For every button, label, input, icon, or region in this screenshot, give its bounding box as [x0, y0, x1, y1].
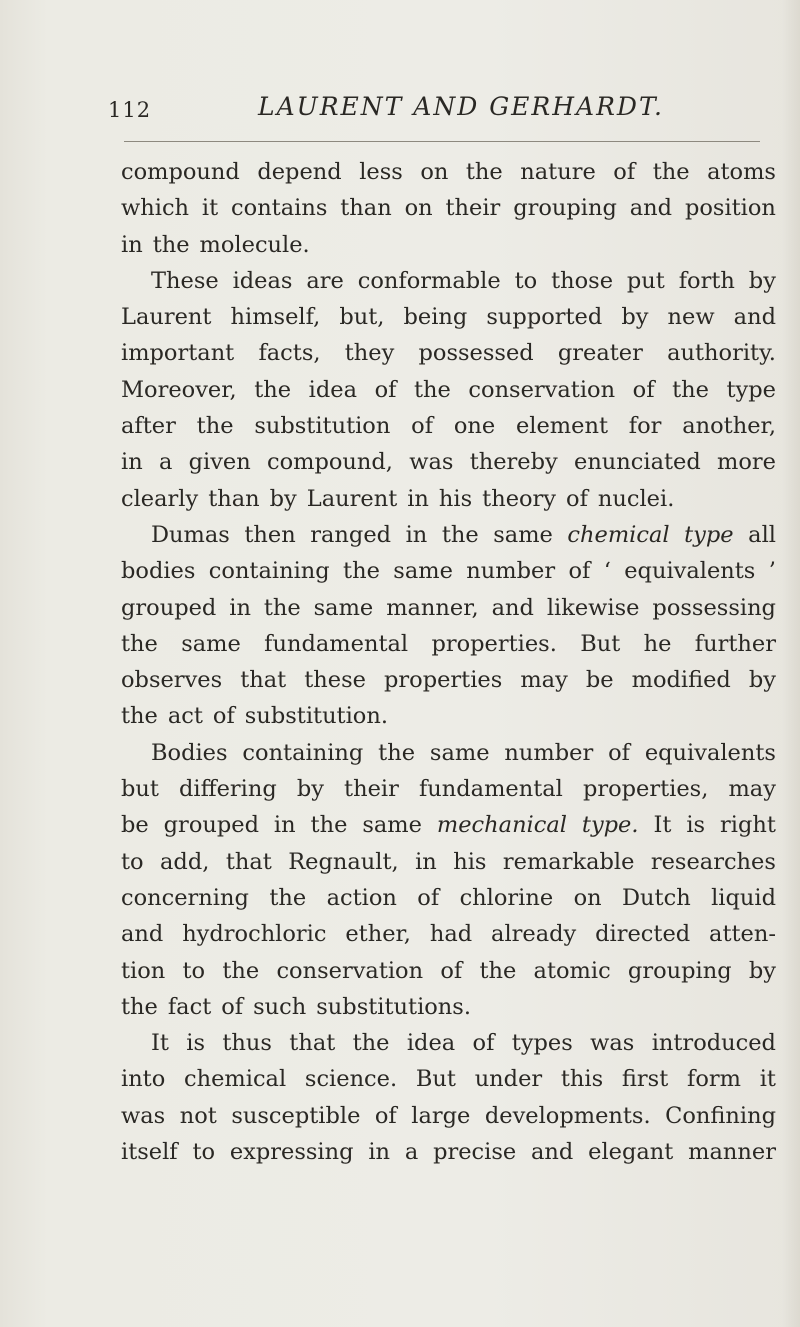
- text-line: [121, 1061, 776, 1097]
- text-line: [121, 1098, 776, 1134]
- word: in: [368, 1139, 391, 1166]
- word: types: [511, 1030, 573, 1057]
- word: are: [306, 267, 344, 294]
- word: same: [429, 739, 490, 766]
- word: further: [694, 630, 776, 657]
- word: differing: [179, 776, 277, 803]
- word: depend: [257, 159, 342, 185]
- word: It: [151, 1030, 169, 1057]
- word: under: [474, 1066, 543, 1093]
- word: their: [445, 195, 501, 222]
- word: his: [438, 485, 473, 512]
- word: another,: [682, 413, 776, 440]
- word: elegant: [588, 1139, 674, 1166]
- text-line: [121, 481, 776, 517]
- word: itself: [121, 1139, 178, 1166]
- word: type: [684, 521, 734, 548]
- word: put: [626, 267, 665, 294]
- word: chlorine: [459, 884, 554, 911]
- word: in: [405, 521, 428, 548]
- word: It: [653, 812, 672, 839]
- word: chemical: [567, 521, 670, 548]
- word: form: [687, 1066, 741, 1093]
- word: liquid: [711, 884, 776, 911]
- word: and: [629, 195, 673, 222]
- word: than: [340, 195, 392, 222]
- word: researches: [650, 848, 776, 875]
- word: conservation: [468, 376, 616, 403]
- word: for: [628, 413, 662, 440]
- word: and: [491, 594, 534, 621]
- word: of: [212, 703, 235, 730]
- word: the: [352, 1030, 390, 1057]
- word: and: [121, 921, 164, 948]
- word: nature: [520, 159, 596, 185]
- word: by: [748, 957, 776, 984]
- word: molecule.: [199, 231, 310, 258]
- word: conservation: [276, 957, 424, 984]
- word: more: [717, 449, 776, 476]
- word: the: [152, 231, 190, 258]
- word: mechanical: [436, 812, 567, 839]
- word: less: [359, 159, 403, 185]
- word: which: [121, 195, 190, 222]
- word: the: [222, 957, 260, 984]
- word: the: [269, 884, 307, 911]
- word: properties.: [431, 630, 557, 657]
- word: of: [417, 884, 440, 911]
- text-line: [121, 444, 776, 480]
- word: on: [420, 159, 449, 185]
- word: manner,: [386, 594, 479, 621]
- word: Moreover,: [121, 376, 237, 403]
- word: add,: [160, 848, 210, 875]
- word: position: [684, 195, 776, 222]
- word: enunciated: [574, 449, 701, 476]
- word: but,: [339, 304, 385, 331]
- word: his: [453, 848, 487, 875]
- word: susceptible: [231, 1102, 361, 1129]
- body-text: [121, 154, 776, 1170]
- text-line: [121, 553, 776, 589]
- word: may: [728, 776, 776, 803]
- word: Regnault,: [288, 848, 399, 875]
- word: tion: [121, 957, 166, 984]
- word: by: [748, 667, 776, 694]
- text-line: [121, 263, 776, 299]
- word: these: [304, 667, 366, 694]
- word: that: [289, 1030, 336, 1057]
- word: it: [759, 1066, 776, 1093]
- word: But: [415, 1066, 456, 1093]
- word: action: [326, 884, 397, 911]
- word: ’: [768, 558, 776, 585]
- word: that: [240, 667, 287, 694]
- word: grouped: [121, 594, 217, 621]
- word: of: [472, 1030, 495, 1057]
- word: is: [686, 812, 706, 839]
- word: being: [403, 304, 468, 331]
- word: the: [378, 739, 416, 766]
- word: not: [179, 1102, 217, 1129]
- text-line: [121, 771, 776, 807]
- word: ideas: [232, 267, 293, 294]
- word: clearly: [121, 485, 199, 512]
- word: element: [515, 413, 608, 440]
- word: science.: [304, 1066, 398, 1093]
- word: the: [479, 957, 517, 984]
- word: in: [121, 449, 143, 476]
- text-line: [121, 735, 776, 771]
- text-line: [121, 844, 776, 880]
- word: to: [514, 267, 538, 294]
- word: by: [748, 267, 776, 294]
- word: atten-: [709, 921, 776, 948]
- word: thus: [222, 1030, 272, 1057]
- word: of: [566, 485, 588, 512]
- word: Confining: [665, 1102, 776, 1129]
- word: remarkable: [502, 848, 635, 875]
- word: same: [181, 630, 241, 657]
- word: number: [504, 739, 594, 766]
- word: to: [192, 1139, 216, 1166]
- text-line: [121, 372, 776, 408]
- word: the: [121, 703, 158, 730]
- word: These: [151, 267, 219, 294]
- text-line: [121, 953, 776, 989]
- word: same: [493, 521, 553, 548]
- word: substitutions.: [316, 993, 471, 1020]
- word: large: [411, 1102, 471, 1129]
- word: after: [121, 413, 176, 440]
- word: containing: [208, 558, 330, 585]
- word: hydrochloric: [182, 921, 327, 948]
- word: compound: [121, 159, 240, 185]
- word: may: [520, 667, 568, 694]
- word: he: [643, 630, 672, 657]
- word: compound,: [266, 449, 393, 476]
- word: into: [121, 1066, 166, 1093]
- word: properties,: [582, 776, 709, 803]
- word: on: [573, 884, 602, 911]
- word: ‘: [603, 558, 611, 585]
- word: directed: [595, 921, 691, 948]
- text-line: [121, 626, 776, 662]
- word: new: [667, 304, 715, 331]
- word: is: [186, 1030, 206, 1057]
- word: then: [244, 521, 296, 548]
- word: the: [465, 159, 503, 185]
- word: one: [453, 413, 496, 440]
- word: equivalents: [624, 558, 756, 585]
- text-line: [121, 807, 776, 843]
- word: and: [733, 304, 776, 331]
- word: of: [568, 558, 591, 585]
- word: those: [551, 267, 614, 294]
- word: modified: [631, 667, 731, 694]
- word: thereby: [469, 449, 558, 476]
- word: containing: [242, 739, 364, 766]
- text-line: [121, 880, 776, 916]
- word: possessed: [418, 340, 534, 367]
- text-line: [121, 227, 776, 263]
- word: theory: [482, 485, 557, 512]
- word: by: [296, 776, 324, 803]
- text-line: [121, 408, 776, 444]
- word: was: [590, 1030, 635, 1057]
- word: of: [613, 159, 636, 185]
- word: Bodies: [151, 739, 228, 766]
- word: such: [253, 993, 307, 1020]
- word: observes: [121, 667, 223, 694]
- header-rule: [124, 141, 760, 142]
- word: be: [585, 667, 614, 694]
- word: substitution.: [244, 703, 388, 730]
- running-head: [108, 92, 768, 128]
- word: conformable: [357, 267, 501, 294]
- text-line: [121, 335, 776, 371]
- word: a: [404, 1139, 419, 1166]
- word: the: [254, 376, 292, 403]
- word: greater: [557, 340, 643, 367]
- word: of: [221, 993, 244, 1020]
- text-line: [121, 989, 776, 1025]
- word: the: [441, 521, 479, 548]
- word: in: [121, 231, 143, 258]
- word: important: [121, 340, 235, 367]
- word: same: [393, 558, 453, 585]
- word: number: [466, 558, 556, 585]
- word: facts,: [258, 340, 321, 367]
- word: had: [429, 921, 473, 948]
- word: same: [362, 812, 422, 839]
- word: right: [720, 812, 776, 839]
- word: ether,: [345, 921, 411, 948]
- word: in: [229, 594, 251, 621]
- word: of: [632, 376, 655, 403]
- word: fundamental: [264, 630, 409, 657]
- word: likewise: [546, 594, 640, 621]
- word: concerning: [121, 884, 249, 911]
- word: by: [269, 485, 297, 512]
- word: be: [121, 812, 149, 839]
- word: than: [208, 485, 260, 512]
- word: manner: [688, 1139, 776, 1166]
- word: the: [652, 159, 690, 185]
- word: But: [580, 630, 621, 657]
- word: forth: [678, 267, 735, 294]
- word: in: [407, 485, 429, 512]
- word: Dumas: [151, 521, 230, 548]
- word: idea: [308, 376, 357, 403]
- word: grouping: [513, 195, 617, 222]
- word: already: [491, 921, 577, 948]
- word: bodies: [121, 558, 196, 585]
- word: Laurent: [121, 304, 212, 331]
- word: to: [121, 848, 144, 875]
- word: of: [440, 957, 463, 984]
- word: developments.: [484, 1102, 651, 1129]
- word: Laurent: [306, 485, 398, 512]
- word: it: [201, 195, 219, 222]
- page-edge-shadow: [782, 0, 800, 1327]
- word: to: [182, 957, 206, 984]
- word: that: [225, 848, 272, 875]
- word: by: [621, 304, 649, 331]
- text-line: [121, 517, 776, 553]
- word: fundamental: [418, 776, 563, 803]
- text-line: [121, 154, 776, 190]
- word: grouping: [627, 957, 732, 984]
- word: the: [414, 376, 451, 403]
- page-number: 112: [108, 98, 152, 122]
- word: of: [608, 739, 630, 766]
- word: precise: [433, 1139, 517, 1166]
- word: of: [411, 413, 434, 440]
- word: supported: [486, 304, 603, 331]
- word: possessing: [652, 594, 776, 621]
- word: and: [531, 1139, 574, 1166]
- word: given: [188, 449, 251, 476]
- word: same: [313, 594, 374, 621]
- word: was: [121, 1102, 166, 1129]
- word: the: [121, 993, 158, 1020]
- word: expressing: [229, 1139, 354, 1166]
- word: nuclei.: [597, 485, 675, 512]
- text-line: [121, 190, 776, 226]
- word: properties: [384, 667, 503, 694]
- word: atomic: [533, 957, 611, 984]
- text-line: [121, 698, 776, 734]
- word: act: [167, 703, 203, 730]
- word: the: [343, 558, 380, 585]
- word: grouped: [163, 812, 259, 839]
- word: substitution: [254, 413, 391, 440]
- word: atoms: [707, 159, 776, 185]
- text-line: [121, 1025, 776, 1061]
- word: their: [344, 776, 399, 803]
- word: chemical: [184, 1066, 287, 1093]
- word: fact: [167, 993, 212, 1020]
- word: the: [196, 413, 234, 440]
- word: himself,: [230, 304, 321, 331]
- word: Dutch: [622, 884, 691, 911]
- word: type.: [581, 812, 639, 839]
- text-line: [121, 1134, 776, 1170]
- word: introduced: [651, 1030, 776, 1057]
- word: in: [415, 848, 437, 875]
- word: the: [121, 630, 158, 657]
- text-line: [121, 299, 776, 335]
- text-line: [121, 662, 776, 698]
- word: the: [263, 594, 301, 621]
- word: the: [310, 812, 348, 839]
- word: type: [726, 376, 776, 403]
- text-line: [121, 916, 776, 952]
- word: of: [374, 1102, 397, 1129]
- text-line: [121, 590, 776, 626]
- word: equivalents: [644, 739, 776, 766]
- word: ranged: [310, 521, 392, 548]
- word: the: [672, 376, 709, 403]
- word: was: [409, 449, 454, 476]
- word: first: [621, 1066, 669, 1093]
- word: all: [748, 521, 776, 548]
- running-head-title: LAURENT AND GERHARDT.: [258, 92, 664, 121]
- word: authority.: [667, 340, 776, 367]
- word: contains: [231, 195, 328, 222]
- word: in: [273, 812, 296, 839]
- word: of: [374, 376, 397, 403]
- word: but: [121, 776, 159, 803]
- word: idea: [406, 1030, 456, 1057]
- word: a: [158, 449, 173, 476]
- word: this: [560, 1066, 604, 1093]
- word: they: [344, 340, 395, 367]
- word: on: [404, 195, 433, 222]
